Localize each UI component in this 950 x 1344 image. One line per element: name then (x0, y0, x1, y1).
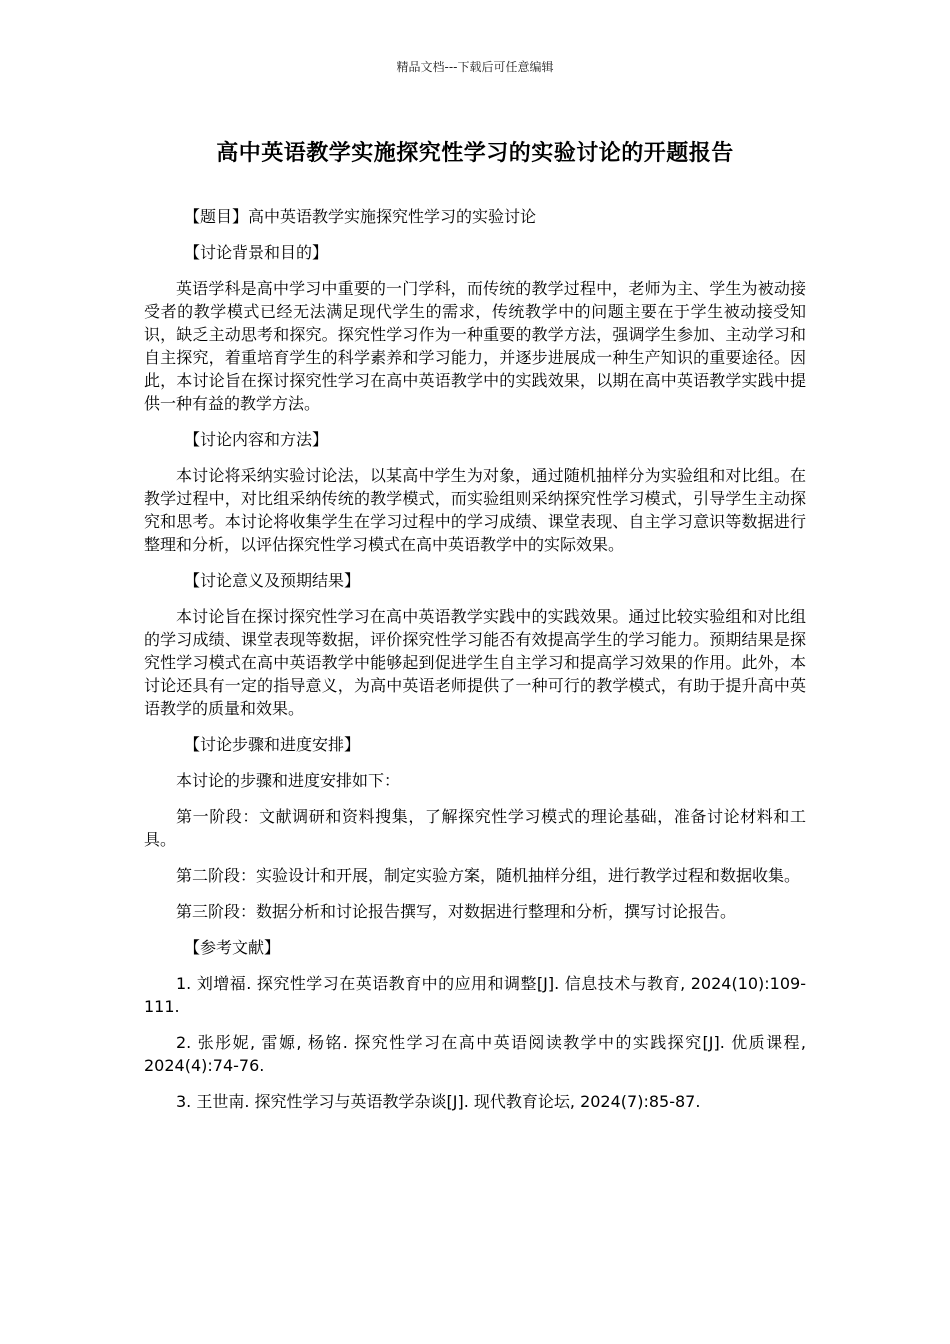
document-body (144, 205, 806, 1126)
background-heading: 【讨论背景和目的】 (184, 243, 329, 262)
background-paragraph: 英语学科是高中学习中重要的一门学科，而传统的教学过程中，老师为主、学生为被动接受者的教学模式已经无法满足现代学生的需求，传统教学中的问题主要在于学生被动接受知识，缺乏主动思考和探究。探究性学习作为一种重要的教学方法，强调学生参加、主动学习和自主探究，着重培育学生的科学素养和学习能力，并逐步进展成一种生产知识的重要途径。因此，本讨论旨在探讨探究性学习在高中英语教学中的实践效果，以期在高中英语教学实践中提供一种有益的教学方法。 (144, 279, 806, 413)
header-note: 精品文档---下载后可任意编辑 (396, 60, 554, 74)
significance-paragraph: 本讨论旨在探讨探究性学习在高中英语教学实践中的实践效果。通过比较实验组和对比组的学习成绩、课堂表现等数据，评价探究性学习能否有效提高学生的学习能力。预期结果是探究性学习模式在高中英语教学中能够起到促进学生自主学习和提高学习效果的作用。此外，本讨论还具有一定的指导意义，为高中英语老师提供了一种可行的教学模式，有助于提升高中英语教学的质量和效果。 (144, 607, 806, 718)
significance-heading: 【讨论意义及预期结果】 (184, 571, 361, 590)
method-paragraph: 本讨论将采纳实验讨论法，以某高中学生为对象，通过随机抽样分为实验组和对比组。在教学过程中，对比组采纳传统的教学模式，而实验组则采纳探究性学习模式，引导学生主动探究和思考。本讨论将收集学生在学习过程中的学习成绩、课堂表现、自主学习意识等数据进行整理和分析，以评估探究性学习模式在高中英语教学中的实际效果。 (144, 466, 806, 554)
reference-1: 1. 刘增福. 探究性学习在英语教育中的应用和调整[J]. 信息技术与教育, 2024(10):109-111. (144, 974, 806, 1016)
steps-heading: 【讨论步骤和进度安排】 (184, 735, 361, 754)
topic-line: 【题目】高中英语教学实施探究性学习的实验讨论 (184, 207, 537, 226)
document-title: 高中英语教学实施探究性学习的实验讨论的开题报告 (216, 141, 734, 166)
step-3: 第三阶段：数据分析和讨论报告撰写，对数据进行整理和分析，撰写讨论报告。 (176, 902, 737, 921)
steps-intro: 本讨论的步骤和进度安排如下： (176, 771, 401, 790)
step-1: 第一阶段：文献调研和资料搜集，了解探究性学习模式的理论基础，准备讨论材料和工具。 (144, 807, 806, 849)
references-heading: 【参考文献】 (184, 938, 281, 957)
method-heading: 【讨论内容和方法】 (184, 430, 329, 449)
reference-3: 3. 王世南. 探究性学习与英语教学杂谈[J]. 现代教育论坛, 2024(7):85-87. (176, 1092, 701, 1111)
reference-2: 2. 张彤妮, 雷嫄, 杨铭. 探究性学习在高中英语阅读教学中的实践探究[J]. 优质课程, 2024(4):74-76. (144, 1033, 806, 1075)
step-2: 第二阶段：实验设计和开展，制定实验方案，随机抽样分组，进行教学过程和数据收集。 (176, 866, 801, 885)
